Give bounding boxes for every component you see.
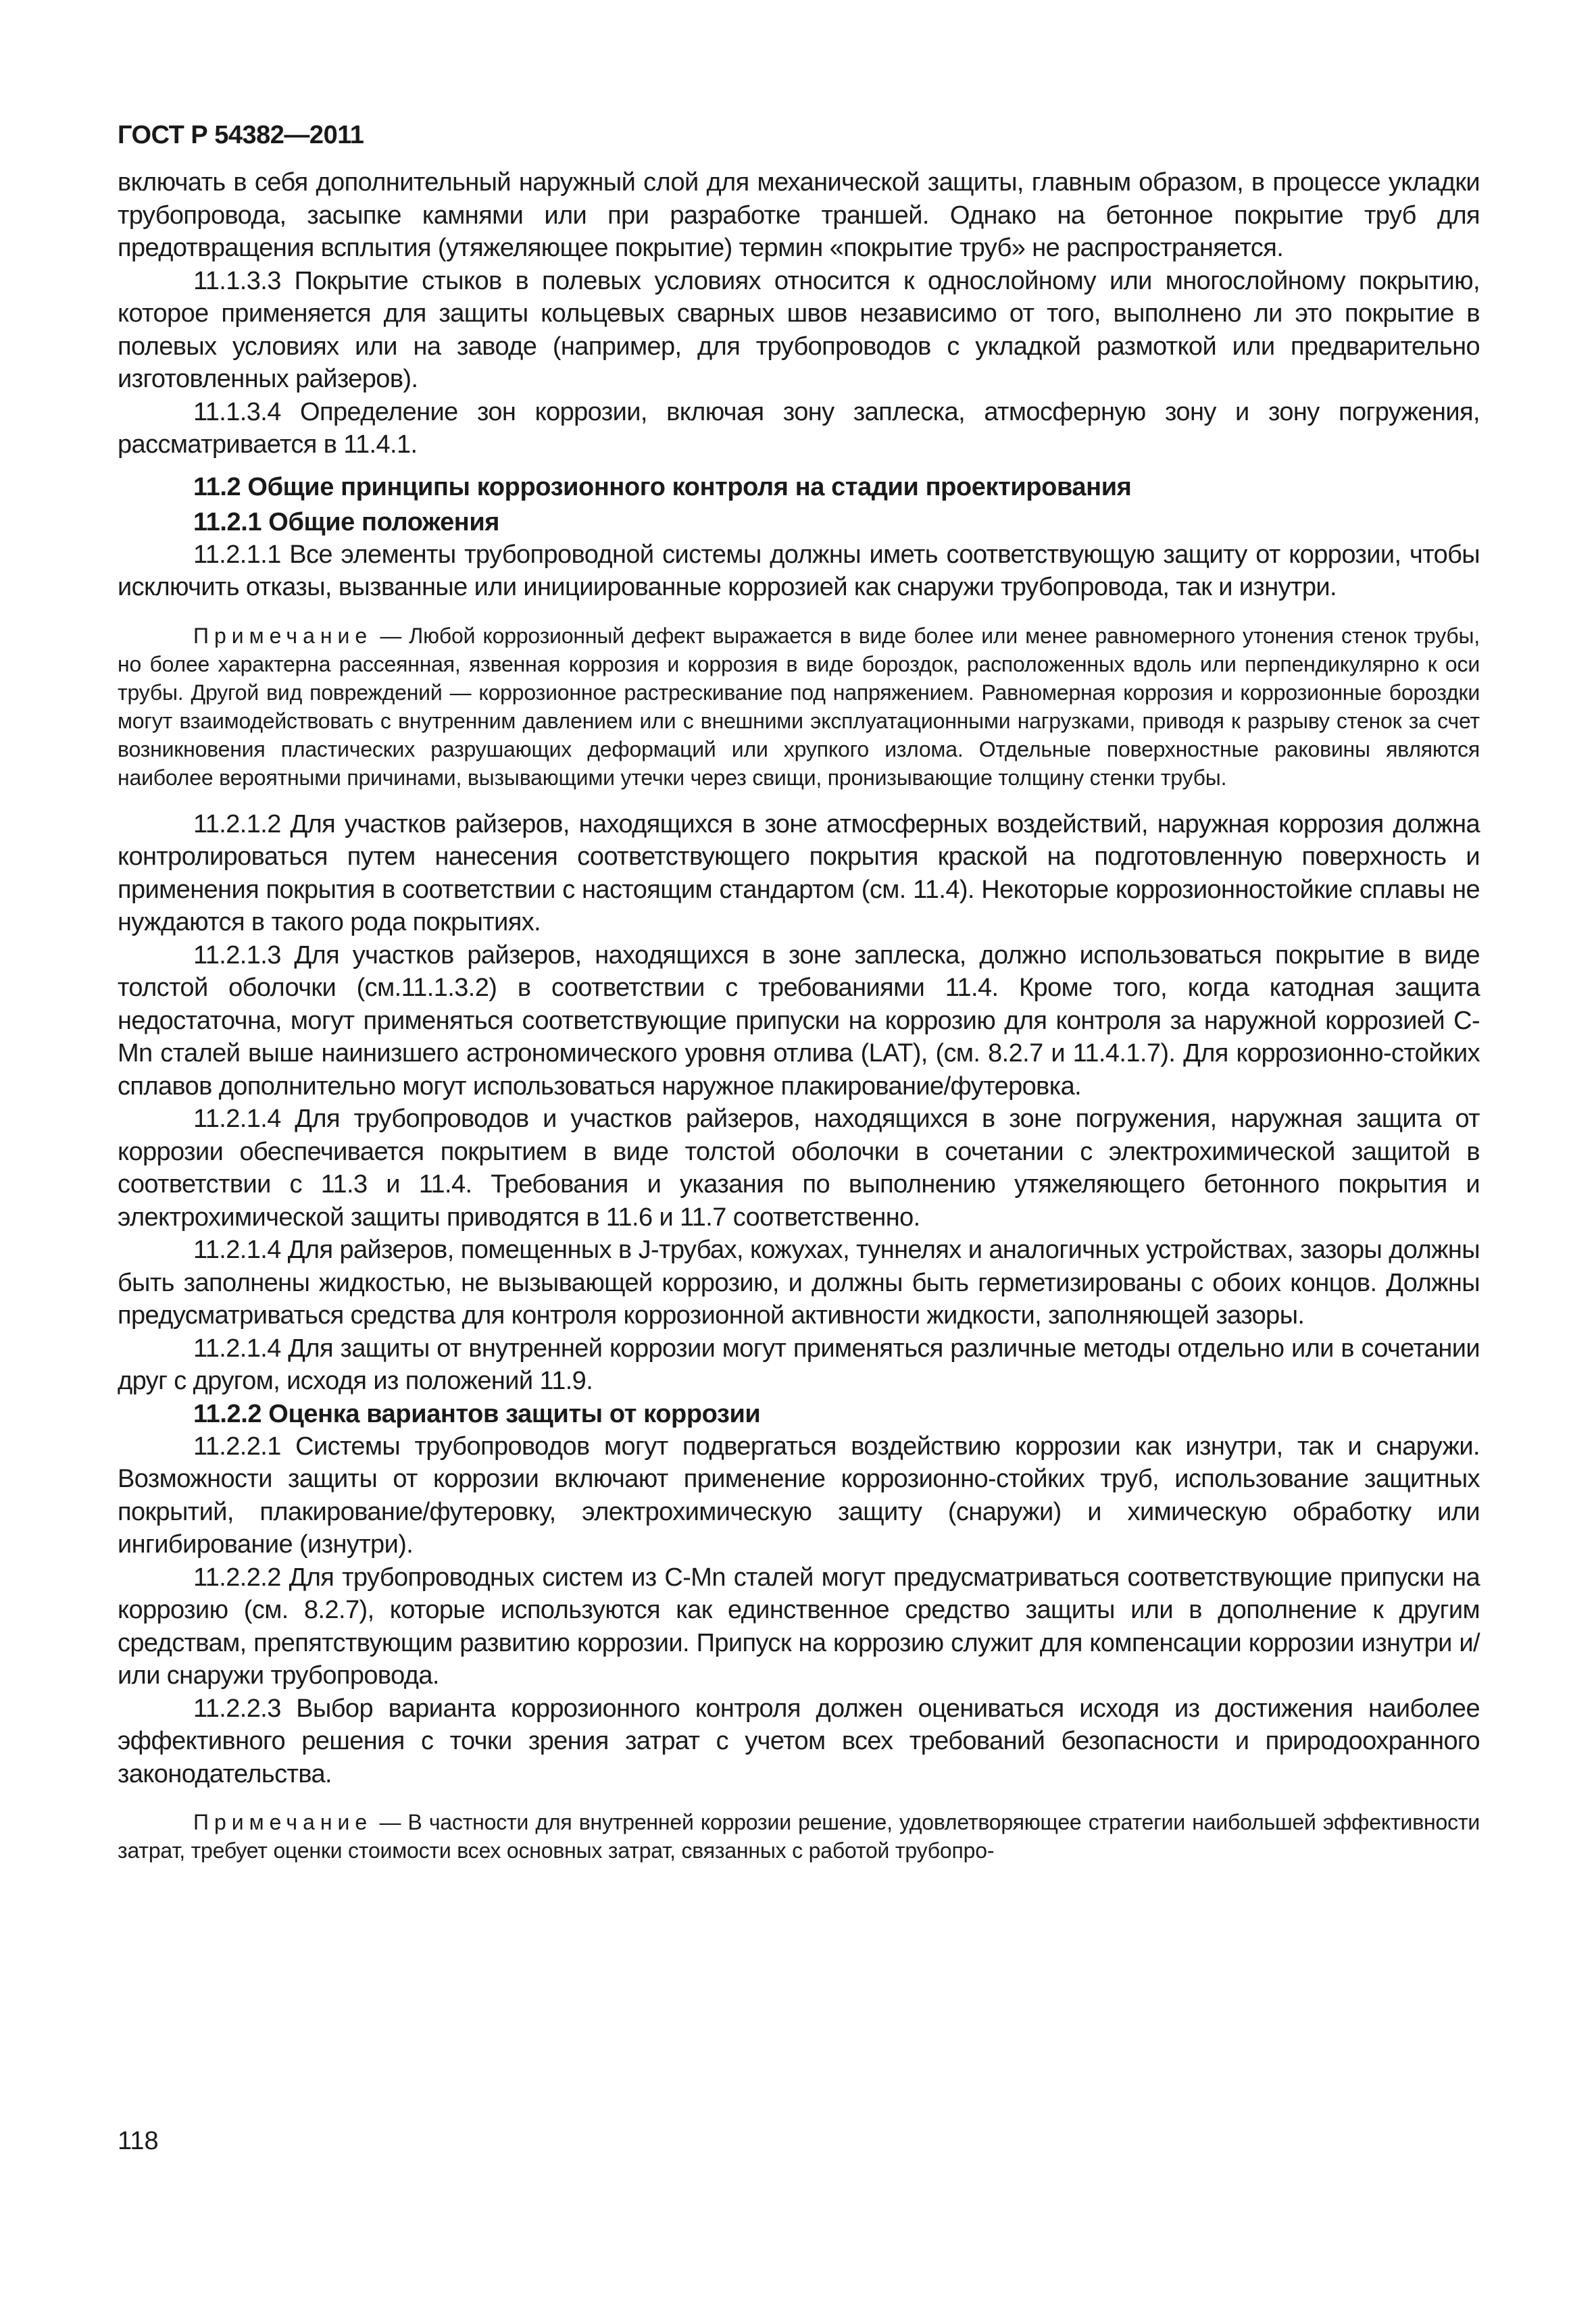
note-block-2 [118,1808,1480,1865]
paragraph-11-2-1-4-a: 11.2.1.4 Для трубопроводов и участков райзеров, находящихся в зоне погружения, наружная защита от коррозии обеспечивается покрытием в виде толстой оболочки в сочетании с электрохимической защитой в соответствии с 11.3 и 11.4. Требования и указания по выполнению утяжеляющего бетонного покрытия и электрохимической защиты приводятся в 11.6 и 11.7 соответственно. [118,1105,1480,1232]
paragraph-11-2-1-4-c: 11.2.1.4 Для защиты от внутренней коррозии могут применяться различные методы отдельно или в сочетании друг с другом, исходя из положений 11.9. [118,1334,1480,1395]
note-block-1 [118,622,1480,792]
standard-designation: ГОСТ Р 54382—2011 [118,121,364,149]
paragraph-11-2-1-2: 11.2.1.2 Для участков райзеров, находящихся в зоне атмосферных воздействий, наружная коррозия должна контролироваться путем нанесения соответствующего покрытия краской на подготовленную поверхность и применения покрытия в соответствии с настоящим стандартом (см. 11.4). Некоторые коррозионностойкие сплавы не нуждаются в такого рода покрытиях. [118,809,1480,936]
paragraph-11-2-2-1: 11.2.2.1 Системы трубопроводов могут подвергаться воздействию коррозии как изнутри, так и снаружи. Возможности защиты от коррозии включают применение коррозионно-стойких труб, использование защитных покрытий, плакирование/футеровку, электрохимическую защиту (снаружи) и химическую обработку или ингибирование (изнутри). [118,1432,1480,1559]
note-label: Примечание [193,623,373,648]
document-page [118,119,1480,1881]
subsection-title-11-2-2: 11.2.2 Оценка вариантов защиты от коррозии [193,1399,761,1428]
section-title-11-2: 11.2 Общие принципы коррозионного контроля на стадии проектирования [193,472,1132,501]
paragraph-11-1-3-3: 11.1.3.3 Покрытие стыков в полевых условиях относится к однослойному или многослойному покрытию, которое применяется для защиты кольцевых сварных швов независимо от того, выполнено ли это покрытие в полевых условиях или на заводе (например, для трубопроводов с укладкой размоткой или предварительно изготовленных райзеров). [118,266,1480,393]
paragraph-continuation: включать в себя дополнительный наружный слой для механической защиты, главным образом, в процессе укладки трубопровода, засыпке камнями или при разработке траншей. Однако на бетонное покрытие труб для предотвращения всплытия (утяжеляющее покрытие) термин «покрытие труб» не распространяется. [118,168,1480,262]
note-label: Примечание [193,1810,373,1834]
paragraph-11-2-1-1: 11.2.1.1 Все элементы трубопроводной системы должны иметь соответствующую защиту от коррозии, чтобы исключить отказы, вызванные или инициированные коррозией как снаружи трубопровода, так и изнутри. [118,540,1480,601]
paragraph-11-1-3-4: 11.1.3.4 Определение зон коррозии, включая зону заплеска, атмосферную зону и зону погружения, рассматривается в 11.4.1. [118,397,1480,459]
note-text: — Любой коррозионный дефект выражается в виде более или менее равномерного утонения стенок трубы, но более характерна рассеянная, язвенная коррозия и коррозия в виде бороздок, расположенных вдоль или перпендикулярно к оси трубы. Другой вид повреждений — коррозионное растрескивание под напряжением. Равномерная коррозия и коррозионные бороздки могут взаимодействовать с внутренним давлением или с внешними эксплуатационными нагрузками, приводя к разрыву стенок за счет возникновения пластических разрушающих деформаций или хрупкого излома. Отдельные поверхностные раковины являются наиболее вероятными причинами, вызывающими утечки через свищи, пронизывающие толщину стенки трубы. [118,623,1480,790]
subsection-title-11-2-1: 11.2.1 Общие положения [193,507,500,536]
paragraph-11-2-1-4-b: 11.2.1.4 Для райзеров, помещенных в J-трубах, кожухах, туннелях и аналогичных устройствах, зазоры должны быть заполнены жидкостью, не вызывающей коррозию, и должны быть герметизированы с обоих концов. Должны предусматриваться средства для контроля коррозионной активности жидкости, заполняющей зазоры. [118,1236,1480,1330]
page-number: 118 [118,2127,159,2155]
paragraph-11-2-2-3: 11.2.2.3 Выбор варианта коррозионного контроля должен оцениваться исходя из достижения наиболее эффективного решения с точки зрения затрат с учетом всех требований безопасности и природоохранного законодательства. [118,1694,1480,1788]
paragraph-11-2-1-3: 11.2.1.3 Для участков райзеров, находящихся в зоне заплеска, должно использоваться покрытие в виде толстой оболочки (см.11.1.3.2) в соответствии с требованиями 11.4. Кроме того, когда катодная защита недостаточна, могут применяться соответствующие припуски на коррозию для контроля за наружной коррозией C-Mn сталей выше наинизшего астрономического уровня отлива (LAT), (см. 8.2.7 и 11.4.1.7). Для коррозионно-стойких сплавов дополнительно могут использоваться наружное плакирование/футеровка. [118,940,1480,1101]
note-text: — В частности для внутренней коррозии решение, удовлетворяющее стратегии наибольшей эффективности затрат, требует оценки стоимости всех основных затрат, связанных с работой трубопро- [118,1810,1480,1863]
paragraph-11-2-2-2: 11.2.2.2 Для трубопроводных систем из C-Mn сталей могут предусматриваться соответствующие припуски на коррозию (см. 8.2.7), которые используются как единственное средство защиты или в дополнение к другим средствам, препятствующим развитию коррозии. Припуск на коррозию служит для компенсации коррозии изнутри и/или снаружи трубопровода. [118,1563,1480,1690]
